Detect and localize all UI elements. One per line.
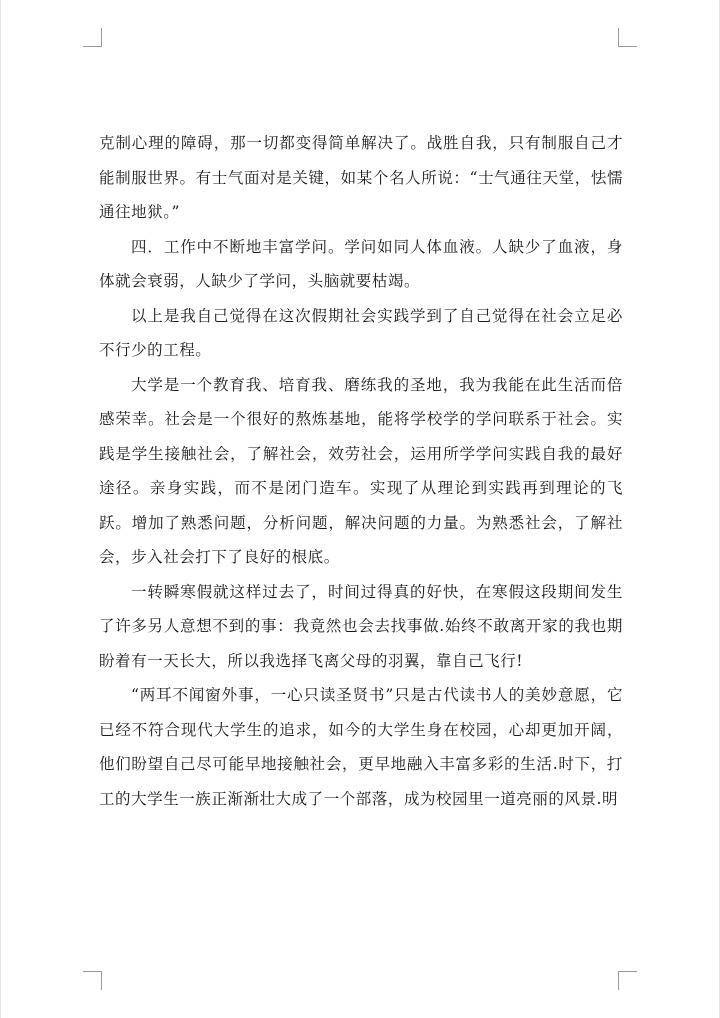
paragraph-5: 一转瞬寒假就这样过去了，时间过得真的好快，在寒假这段期间发生了许多另人意想不到的事：我竟然也会去找事做.始终不敢离开家的我也期盼着有一天长大，所以我选择飞离父母的羽翼，靠自己飞行! [99, 582, 623, 670]
crop-mark-bottom-right [618, 971, 637, 990]
paragraph-2: 四．工作中不断地丰富学问。学问如同人体血液。人缺少了血液，身体就会衰弱，人缺少了学问，头脑就要枯竭。 [99, 237, 623, 290]
paragraph-3: 以上是我自己觉得在这次假期社会实践学到了自己觉得在社会立足必不行少的工程。 [99, 306, 623, 359]
paragraph-4: 大学是一个教育我、培育我、磨练我的圣地，我为我能在此生活而倍感荣幸。社会是一个很好的熬炼基地，能将学校学的学问联系于社会。实践是学生接触社会，了解社会，效劳社会，运用所学学问实践自我的最好途径。亲身实践，而不是闭门造车。实现了从理论到实践再到理论的飞跃。增加了熟悉问题，分析问题，解决问题的力量。为熟悉社会，了解社会，步入社会打下了良好的根底。 [99, 375, 623, 566]
crop-mark-bottom-left [83, 971, 102, 990]
crop-mark-top-left [83, 28, 102, 47]
paragraph-1: 克制心理的障碍，那一切都变得简单解决了。战胜自我，只有制服自己才能制服世界。有士气面对是关键，如某个名人所说：“士气通往天堂，怯懦通往地狱。” [99, 134, 623, 221]
crop-mark-top-right [618, 28, 637, 47]
document-body [99, 126, 623, 816]
paragraph-6: “两耳不闻窗外事，一心只读圣贤书”只是古代读书人的美妙意愿，它已经不符合现代大学生的追求，如今的大学生身在校园，心却更加开阔，他们盼望自己尽可能早地接触社会，更早地融入丰富多彩的生活.时下，打工的大学生一族正渐渐壮大成了一个部落，成为校园里一道亮丽的风景.明 [99, 686, 623, 808]
